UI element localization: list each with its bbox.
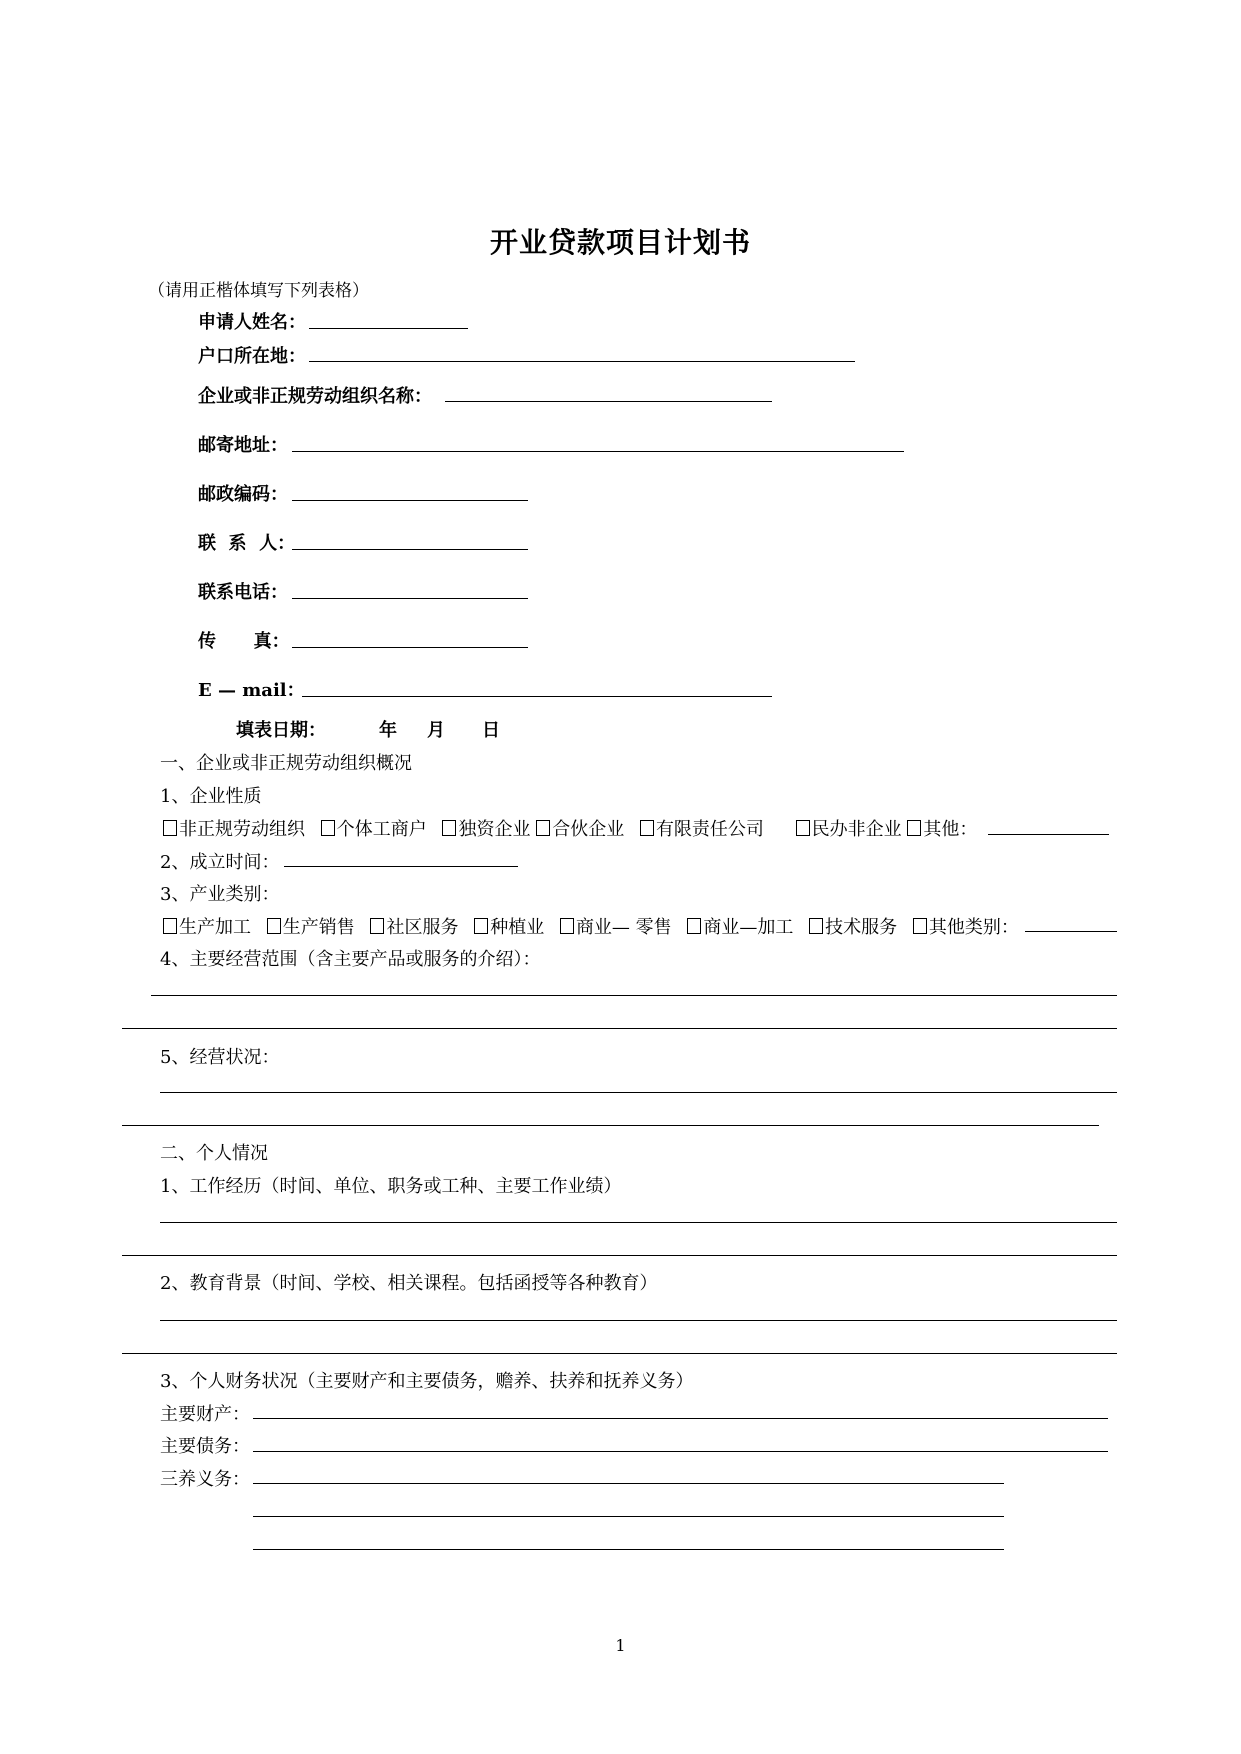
fill-date-day: 日 bbox=[482, 720, 500, 741]
nature-option[interactable]: 独资企业 bbox=[442, 819, 530, 840]
nature-option[interactable]: 个体工商户 bbox=[321, 819, 427, 840]
industry-option[interactable]: 其他类别： bbox=[913, 917, 1019, 938]
contact-phone-label: 联系电话： bbox=[198, 582, 288, 603]
nature-option[interactable]: 非正规劳动组织 bbox=[163, 819, 305, 840]
checkbox[interactable] bbox=[687, 918, 701, 934]
obligations-label: 三养义务： bbox=[160, 1469, 250, 1490]
assets-field[interactable] bbox=[253, 1418, 1108, 1419]
org-name-label: 企业或非正规劳动组织名称： bbox=[198, 386, 432, 407]
nature-option[interactable]: 其他： bbox=[907, 819, 977, 840]
household-location-label: 户口所在地： bbox=[198, 346, 306, 367]
nature-label: 1、企业性质 bbox=[160, 786, 262, 807]
nature-option[interactable]: 民办非企业 bbox=[796, 819, 902, 840]
work-history-label: 1、工作经历（时间、单位、职务或工种、主要工作业绩） bbox=[160, 1176, 622, 1197]
contact-phone-field[interactable] bbox=[292, 598, 528, 599]
fill-date-month: 月 bbox=[427, 720, 445, 741]
work-history-line[interactable] bbox=[160, 1222, 1117, 1223]
checkbox[interactable] bbox=[913, 918, 927, 934]
checkbox[interactable] bbox=[442, 820, 456, 836]
checkbox[interactable] bbox=[163, 820, 177, 836]
operation-status-line[interactable] bbox=[160, 1092, 1117, 1093]
industry-option[interactable]: 社区服务 bbox=[370, 917, 458, 938]
debts-label: 主要债务： bbox=[160, 1436, 250, 1457]
debts-field[interactable] bbox=[253, 1451, 1108, 1452]
obligations-field[interactable] bbox=[253, 1516, 1004, 1517]
nature-options bbox=[163, 815, 977, 841]
checkbox[interactable] bbox=[809, 918, 823, 934]
mailing-address-label: 邮寄地址： bbox=[198, 435, 288, 456]
contact-person-field[interactable] bbox=[292, 549, 528, 550]
checkbox[interactable] bbox=[560, 918, 574, 934]
obligations-field[interactable] bbox=[253, 1549, 1004, 1550]
industry-label: 3、产业类别： bbox=[160, 884, 280, 905]
nature-option[interactable]: 有限责任公司 bbox=[640, 819, 764, 840]
fill-instruction: （请用正楷体填写下列表格） bbox=[148, 281, 369, 301]
education-label: 2、教育背景（时间、学校、相关课程。包括函授等各种教育） bbox=[160, 1273, 658, 1294]
established-field[interactable] bbox=[284, 866, 518, 867]
checkbox[interactable] bbox=[163, 918, 177, 934]
mailing-address-field[interactable] bbox=[292, 451, 904, 452]
industry-other-field[interactable] bbox=[1025, 931, 1117, 932]
operation-status-label: 5、经营状况： bbox=[160, 1047, 280, 1068]
section1-heading: 一、企业或非正规劳动组织概况 bbox=[160, 753, 412, 774]
fax-label: 传 真： bbox=[198, 631, 290, 652]
email-field[interactable] bbox=[302, 696, 772, 697]
checkbox[interactable] bbox=[536, 820, 550, 836]
checkbox[interactable] bbox=[267, 918, 281, 934]
industry-option[interactable]: 种植业 bbox=[474, 917, 544, 938]
work-history-line[interactable] bbox=[122, 1255, 1117, 1256]
org-name-field[interactable] bbox=[445, 401, 772, 402]
industry-option[interactable]: 商业— 零售 bbox=[560, 917, 672, 938]
education-line[interactable] bbox=[160, 1320, 1117, 1321]
business-scope-line[interactable] bbox=[151, 995, 1117, 996]
operation-status-line[interactable] bbox=[122, 1125, 1099, 1126]
checkbox[interactable] bbox=[474, 918, 488, 934]
applicant-name-label: 申请人姓名： bbox=[198, 312, 306, 333]
assets-label: 主要财产： bbox=[160, 1404, 250, 1425]
email-label: E — mail： bbox=[198, 680, 305, 701]
page-number: 1 bbox=[615, 1636, 626, 1655]
industry-option[interactable]: 生产销售 bbox=[267, 917, 355, 938]
finance-label: 3、个人财务状况（主要财产和主要债务，赡养、扶养和抚养义务） bbox=[160, 1371, 694, 1392]
fax-field[interactable] bbox=[292, 647, 528, 648]
postal-code-field[interactable] bbox=[292, 500, 528, 501]
industry-option[interactable]: 商业—加工 bbox=[687, 917, 793, 938]
checkbox[interactable] bbox=[640, 820, 654, 836]
section2-heading: 二、个人情况 bbox=[160, 1143, 268, 1164]
checkbox[interactable] bbox=[907, 820, 921, 836]
checkbox[interactable] bbox=[796, 820, 810, 836]
industry-option[interactable]: 技术服务 bbox=[809, 917, 897, 938]
education-line[interactable] bbox=[122, 1353, 1117, 1354]
nature-other-field[interactable] bbox=[988, 834, 1109, 835]
checkbox[interactable] bbox=[370, 918, 384, 934]
fill-date-label: 填表日期： bbox=[236, 720, 326, 741]
industry-option[interactable]: 生产加工 bbox=[163, 917, 251, 938]
household-location-field[interactable] bbox=[309, 361, 855, 362]
obligations-field[interactable] bbox=[253, 1483, 1004, 1484]
nature-option[interactable]: 合伙企业 bbox=[536, 819, 624, 840]
fill-date-year: 年 bbox=[379, 720, 397, 741]
industry-options bbox=[163, 913, 1019, 939]
postal-code-label: 邮政编码： bbox=[198, 484, 288, 505]
applicant-name-field[interactable] bbox=[309, 328, 468, 329]
business-scope-label: 4、主要经营范围（含主要产品或服务的介绍）： bbox=[160, 949, 541, 970]
established-label: 2、成立时间： bbox=[160, 852, 280, 873]
contact-person-label: 联 系 人： bbox=[198, 533, 296, 554]
document-title: 开业贷款项目计划书 bbox=[489, 226, 751, 259]
checkbox[interactable] bbox=[321, 820, 335, 836]
business-scope-line[interactable] bbox=[122, 1028, 1117, 1029]
